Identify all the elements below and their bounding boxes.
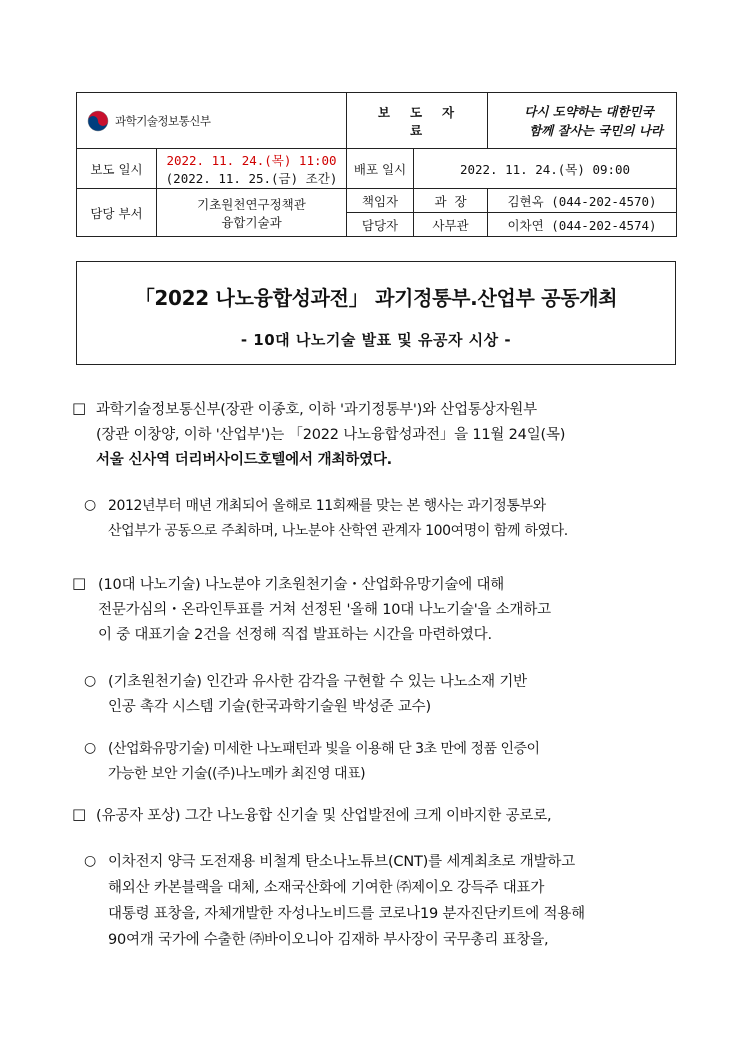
distribution-date-label: 배포 일시 — [347, 149, 414, 189]
paragraph-line: (장관 이창양, 이하 '산업부')는 「2022 나노융합성과전」을 11월 24일(목) — [96, 427, 566, 443]
dept-value-line-2: 융합기술과 — [221, 214, 282, 230]
square-bullet: □ — [72, 574, 87, 592]
paragraph-line: 이 중 대표기술 2건을 선정해 직접 발표하는 시간을 마련하였다. — [98, 627, 492, 643]
circle-bullet: ○ — [84, 673, 97, 689]
paragraph-line: 90여개 국가에 수출한 ㈜바이오니아 김재하 부사장이 국무총리 표창을, — [108, 932, 549, 948]
contact-person: 이차연 (044-202-4574) — [488, 213, 677, 237]
paragraph-line: 산업부가 공동으로 주최하며, 나노분야 산학연 관계자 100여명이 함께 하였다. — [108, 523, 568, 539]
paragraph-event-overview — [96, 398, 565, 473]
headline-subtitle: - 10대 나노기술 발표 및 유공자 시상 - — [240, 331, 512, 349]
dept-value-line-1: 기초원천연구정책관 — [197, 196, 306, 212]
release-date-value — [157, 149, 347, 189]
paragraph-basic-tech — [108, 670, 527, 720]
paragraph-line: 대통령 표창을, 자체개발한 자성나노비드를 코로나19 분자진단키트에 적용해 — [108, 906, 585, 922]
paragraph-line: 인공 촉각 시스템 기술(한국과학기술원 박성준 교수) — [108, 699, 431, 715]
release-date-paper: (2022. 11. 25.(금) 조간) — [165, 170, 338, 186]
ministry-brand — [77, 93, 347, 149]
paragraph-top10-tech — [98, 573, 551, 648]
square-bullet: □ — [72, 399, 87, 417]
square-bullet: □ — [72, 805, 87, 823]
dept-value — [157, 189, 347, 237]
paragraph-line: (기초원천기술) 인간과 유사한 감각을 구현할 수 있는 나노소재 기반 — [108, 674, 527, 690]
slogan-line-2: 함께 잘사는 국민의 나라 — [529, 122, 663, 138]
press-release-header — [76, 92, 677, 237]
document-title: 보도자료 — [347, 93, 488, 149]
circle-bullet: ○ — [84, 497, 97, 513]
taegeuk-logo-icon — [87, 110, 109, 132]
release-date-label: 보도 일시 — [77, 149, 157, 189]
circle-bullet: ○ — [84, 740, 97, 756]
distribution-date-value: 2022. 11. 24.(목) 09:00 — [414, 149, 677, 189]
paragraph-line: (10대 나노기술) 나노분야 기초원천기술・산업화유망기술에 대해 — [98, 577, 505, 593]
paragraph-line: (유공자 포상) 그간 나노융합 신기술 및 산업발전에 크게 이바지한 공로로, — [96, 808, 552, 824]
paragraph-line: 이차전지 양극 도전재용 비철계 탄소나노튜브(CNT)를 세계최초로 개발하고 — [108, 854, 575, 870]
paragraph-line: 해외산 카본블랙을 대체, 소재국산화에 기여한 ㈜제이오 강득주 대표가 — [108, 880, 545, 896]
paragraph-industrial-tech — [108, 737, 540, 787]
paragraph-line: 과학기술정보통신부(장관 이종호, 이하 '과기정통부')와 산업통상자원부 — [96, 402, 537, 418]
paragraph-line: (산업화유망기술) 미세한 나노패턴과 빛을 이용해 단 3초 만에 정품 인증이 — [108, 741, 540, 757]
responsible-label: 책임자 — [347, 189, 414, 213]
paragraph-award-winners — [108, 849, 585, 953]
dept-label: 담당 부서 — [77, 189, 157, 237]
paragraph-line: 2012년부터 매년 개최되어 올해로 11회째를 맞는 본 행사는 과기정통부와 — [108, 498, 546, 514]
responsible-contact: 김현옥 (044-202-4570) — [488, 189, 677, 213]
contact-title: 사무관 — [414, 213, 488, 237]
government-slogan — [488, 93, 677, 149]
headline-title: 「2022 나노융합성과전」 과기정통부.산업부 공동개최 — [134, 286, 618, 310]
paragraph-line: 가능한 보안 기술((주)나노메카 최진영 대표) — [108, 766, 366, 782]
responsible-title: 과 장 — [414, 189, 488, 213]
paragraph-line: 전문가심의・온라인투표를 거쳐 선정된 '올해 10대 나노기술'을 소개하고 — [98, 602, 551, 618]
contact-label: 담당자 — [347, 213, 414, 237]
headline-box — [76, 261, 676, 365]
paragraph-line: 서울 신사역 더리버사이드호텔에서 개최하였다. — [96, 452, 392, 468]
org-name: 과학기술정보통신부 — [115, 113, 211, 128]
paragraph-event-history — [108, 494, 568, 544]
circle-bullet: ○ — [84, 853, 97, 869]
paragraph-awards — [96, 804, 551, 829]
release-date-main: 2022. 11. 24.(목) 11:00 — [166, 152, 337, 168]
slogan-line-1: 다시 도약하는 대한민국 — [524, 103, 654, 119]
